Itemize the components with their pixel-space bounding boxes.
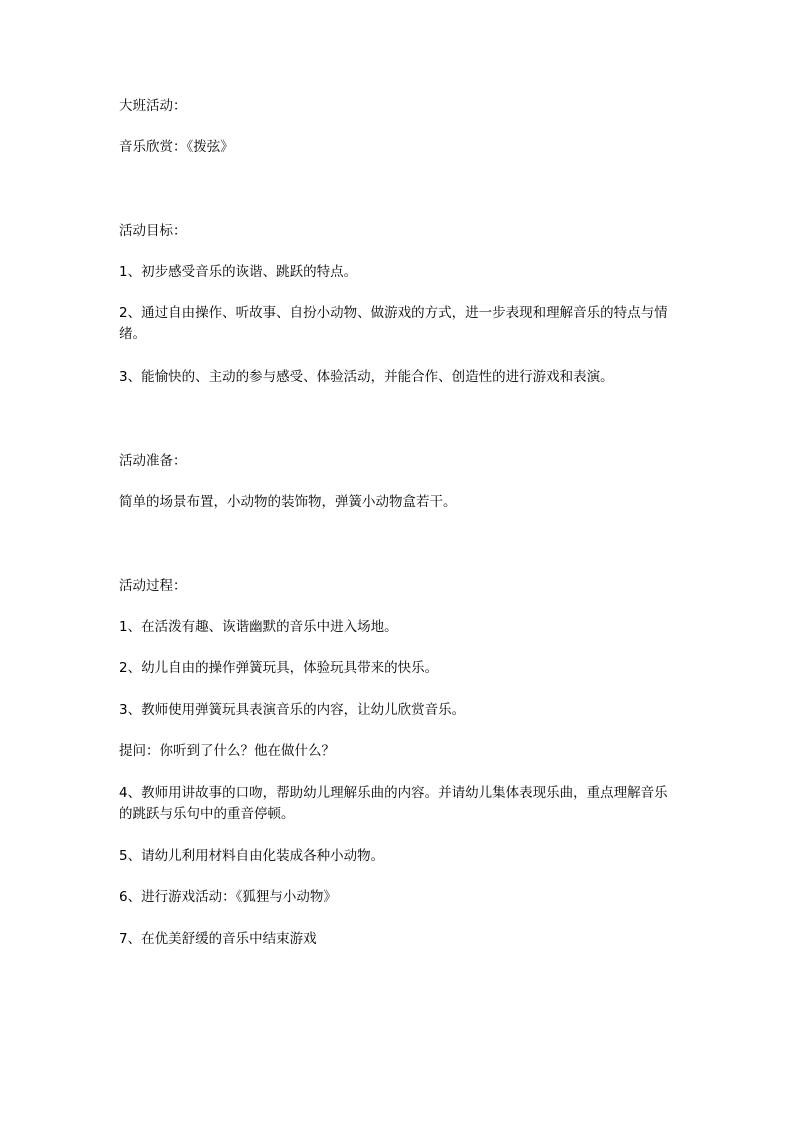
process-question: 提问：你听到了什么？他在做什么？ <box>119 743 335 759</box>
process-step: 4、教师用讲故事的口吻，帮助幼儿理解乐曲的内容。并请幼儿集体表现乐曲，重点理解音乐的跳跃与乐句中的重音停顿。 <box>119 785 668 822</box>
activity-title: 音乐欣赏：《拨弦》 <box>119 139 234 155</box>
goal-item: 1、初步感受音乐的诙谐、跳跃的特点。 <box>119 264 358 280</box>
preparation-heading: 活动准备： <box>119 453 187 469</box>
process-step: 3、教师使用弹簧玩具表演音乐的内容，让幼儿欣赏音乐。 <box>119 702 466 718</box>
goal-item: 3、能愉快的、主动的参与感受、体验活动，并能合作、创造性的进行游戏和表演。 <box>119 369 614 385</box>
preparation-text: 简单的场景布置，小动物的装饰物，弹簧小动物盒若干。 <box>119 494 457 510</box>
process-step: 1、在活泼有趣、诙谐幽默的音乐中进入场地。 <box>119 619 398 635</box>
goal-item: 2、通过自由操作、听故事、自扮小动物、做游戏的方式，进一步表现和理解音乐的特点与情绪。 <box>119 305 668 342</box>
process-step: 7、在优美舒缓的音乐中结束游戏 <box>119 931 317 947</box>
process-step: 2、幼儿自由的操作弹簧玩具，体验玩具带来的快乐。 <box>119 660 439 676</box>
class-label: 大班活动： <box>119 98 187 114</box>
process-step: 6、进行游戏活动：《狐狸与小动物》 <box>119 889 337 905</box>
goals-heading: 活动目标： <box>119 223 187 239</box>
process-heading: 活动过程： <box>119 578 187 594</box>
process-step: 5、请幼儿利用材料自由化装成各种小动物。 <box>119 848 385 864</box>
